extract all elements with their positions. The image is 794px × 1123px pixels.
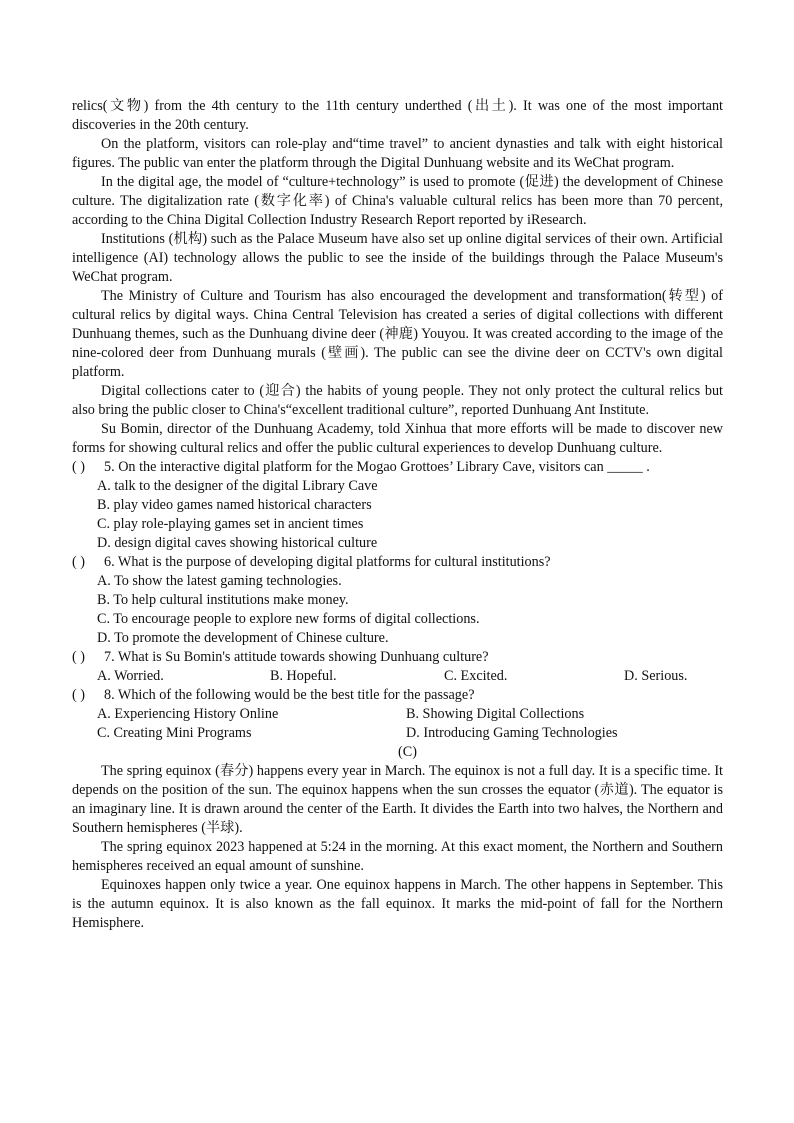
question-8-option-b: B. Showing Digital Collections: [406, 706, 585, 722]
passage-b-paragraph-3: In the digital age, the model of “culture+technology” is used to promote (促进) the development of Chinese culture. The digitalization rate (数字化率) of China's valuable cultural relics has been more than 70 percent, according to the China Digital Collection Industry Research Report reported by iResearch.: [72, 174, 723, 228]
question-7-option-c: C. Excited.: [444, 668, 508, 684]
passage-b-paragraph-7: Su Bomin, director of the Dunhuang Academy, told Xinhua that more efforts will be made to discover new forms for showing cultural relics and offer the public cultural experiences to develop Dunhuang culture.: [72, 421, 723, 456]
question-8-option-a: A. Experiencing History Online: [97, 706, 279, 722]
passage-b-paragraph-2: On the platform, visitors can role-play and“time travel” to ancient dynasties and talk with eight historical figures. The public van enter the platform through the Digital Dunhuang website and its WeChat program.: [72, 136, 723, 171]
question-8-stem: [72, 686, 723, 705]
question-8-options-row-2: [72, 724, 723, 743]
question-6-stem: [72, 553, 723, 572]
passage-c-label: (C): [398, 744, 417, 760]
passage-b-paragraph-5: The Ministry of Culture and Tourism has also encouraged the development and transformation(转型) of cultural relics by digital ways. China Central Television has created a series of digital collections with different Dunhuang themes, such as the Dunhuang divine deer (神鹿) Youyou. It was created according to the image of the nine-colored deer from Dunhuang murals (壁画). The public can see the divine deer on CCTV's own digital platform.: [72, 288, 723, 380]
passage-b-paragraph-4: Institutions (机构) such as the Palace Museum have also set up online digital services of their own. Artificial intelligence (AI) technology allows the public to see the inside of the buildings through the Palace Museum's WeChat program.: [72, 231, 723, 285]
question-5-option-c: C. play role-playing games set in ancient times: [97, 516, 364, 532]
question-7-options: [72, 667, 723, 686]
question-8-options-row-1: [72, 705, 723, 724]
question-7-option-b: B. Hopeful.: [270, 668, 337, 684]
answer-blank[interactable]: ( ): [72, 554, 85, 570]
question-5-option-d: D. design digital caves showing historical culture: [97, 535, 378, 551]
passage-b-paragraph-6: Digital collections cater to (迎合) the habits of young people. They not only protect the cultural relics but also bring the public closer to China's“excellent traditional culture”, reported Dunhuang Ant Institute.: [72, 383, 723, 418]
passage-c-paragraph-1: The spring equinox (春分) happens every year in March. The equinox is not a full day. It is a specific time. It depends on the position of the sun. The equinox happens when the sun crosses the equator (赤道). The equator is an imaginary line. It is drawn around the center of the Earth. It divides the Earth into two halves, the Northern and Southern hemispheres (半球).: [72, 763, 723, 836]
question-6: [72, 553, 723, 648]
question-6-option-d: D. To promote the development of Chinese culture.: [97, 630, 389, 646]
question-8-option-c: C. Creating Mini Programs: [97, 725, 252, 741]
question-5-text: 5. On the interactive digital platform for the Mogao Grottoes’ Library Cave, visitors can _____ .: [104, 459, 650, 475]
question-6-text: 6. What is the purpose of developing digital platforms for cultural institutions?: [104, 554, 551, 570]
question-5-option-b: B. play video games named historical characters: [97, 497, 372, 513]
passage-content: [72, 97, 723, 933]
question-5-stem: [72, 458, 723, 477]
answer-blank[interactable]: ( ): [72, 687, 85, 703]
passage-b-paragraph-1: relics(文物) from the 4th century to the 11th century underthed (出土). It was one of the most important discoveries in the 20th century.: [72, 98, 723, 133]
question-6-option-a: A. To show the latest gaming technologies.: [97, 573, 342, 589]
question-8: [72, 686, 723, 743]
passage-c-paragraph-2: The spring equinox 2023 happened at 5:24 in the morning. At this exact moment, the Northern and Southern hemispheres received an equal amount of sunshine.: [72, 839, 723, 874]
question-7: [72, 648, 723, 686]
answer-blank[interactable]: ( ): [72, 459, 85, 475]
question-6-option-c: C. To encourage people to explore new forms of digital collections.: [97, 611, 480, 627]
answer-blank[interactable]: ( ): [72, 649, 85, 665]
question-7-option-a: A. Worried.: [97, 668, 164, 684]
passage-c-paragraph-3: Equinoxes happen only twice a year. One equinox happens in March. The other happens in September. This is the autumn equinox. It is also known as the fall equinox. It marks the mid-point of fall for the Northern Hemisphere.: [72, 877, 723, 931]
question-5-option-a: A. talk to the designer of the digital Library Cave: [97, 478, 378, 494]
question-5: [72, 458, 723, 553]
question-7-text: 7. What is Su Bomin's attitude towards showing Dunhuang culture?: [104, 649, 489, 665]
question-7-stem: [72, 648, 723, 667]
question-6-option-b: B. To help cultural institutions make money.: [97, 592, 349, 608]
question-7-option-d: D. Serious.: [624, 668, 688, 684]
question-8-option-d: D. Introducing Gaming Technologies: [406, 725, 618, 741]
question-8-text: 8. Which of the following would be the best title for the passage?: [104, 687, 475, 703]
